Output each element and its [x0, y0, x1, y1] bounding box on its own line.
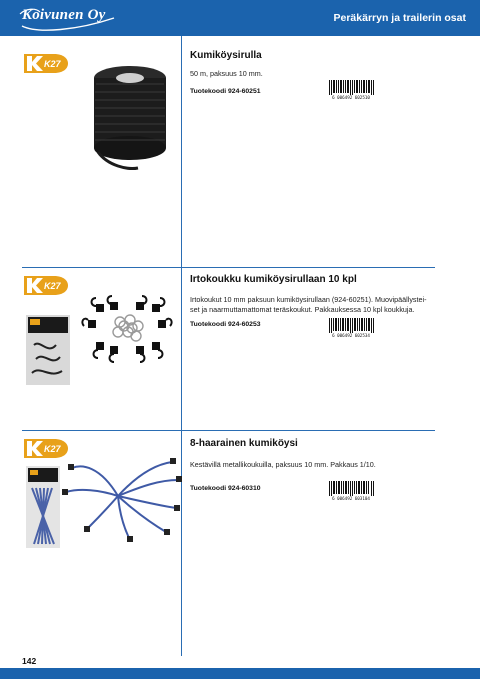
octopus-rope-package-image	[26, 466, 60, 548]
product-description-line-1: Irtokoukut 10 mm paksuun kumiköysirullaan (924-60251). Muovipäällystei-	[190, 295, 427, 304]
barcode-bars-icon	[328, 80, 374, 95]
page-category-title: Peräkärryn ja trailerin osat	[333, 12, 466, 24]
barcode-3	[328, 481, 374, 501]
product-description: 50 m, paksuus 10 mm.	[190, 69, 263, 78]
product-code: Tuotekoodi 924-60253	[190, 321, 261, 328]
svg-text:K27: K27	[44, 281, 61, 291]
k27-badge	[24, 54, 68, 73]
barcode-number: 6 006492 602510	[328, 95, 374, 100]
loose-hooks-image	[78, 292, 176, 366]
hook-package-image	[26, 315, 70, 385]
rubber-rope-reel-image	[88, 62, 174, 174]
section-divider	[22, 430, 435, 431]
page-header	[0, 0, 480, 36]
svg-text:K27: K27	[44, 59, 61, 69]
page-number: 142	[22, 656, 37, 666]
barcode-bars-icon	[328, 481, 374, 496]
barcode-bars-icon	[328, 318, 374, 333]
svg-text:K27: K27	[44, 444, 61, 454]
product-title: Irtokoukku kumiköysirullaan 10 kpl	[190, 274, 357, 285]
product-title: 8-haarainen kumiköysi	[190, 438, 298, 449]
octopus-rope-image	[60, 456, 184, 542]
company-logo: Koivunen Oy	[22, 7, 106, 23]
barcode-number: 6 006492 602534	[328, 333, 374, 338]
product-description-line-2: set ja naarmuttamattomat teräskoukut. Pakkauksessa 10 kpl koukkuja.	[190, 305, 415, 314]
section-divider	[22, 267, 435, 268]
column-divider	[181, 36, 182, 656]
product-code: Tuotekoodi 924-60310	[190, 485, 261, 492]
product-code: Tuotekoodi 924-60251	[190, 88, 261, 95]
barcode-number: 6 006492 603104	[328, 496, 374, 501]
barcode-2	[328, 318, 374, 338]
barcode-1	[328, 80, 374, 100]
k27-badge	[24, 276, 68, 295]
product-description: Kestävillä metallikoukuilla, paksuus 10 mm. Pakkaus 1/10.	[190, 460, 376, 469]
footer-bar	[0, 668, 480, 679]
product-title: Kumiköysirulla	[190, 50, 262, 61]
